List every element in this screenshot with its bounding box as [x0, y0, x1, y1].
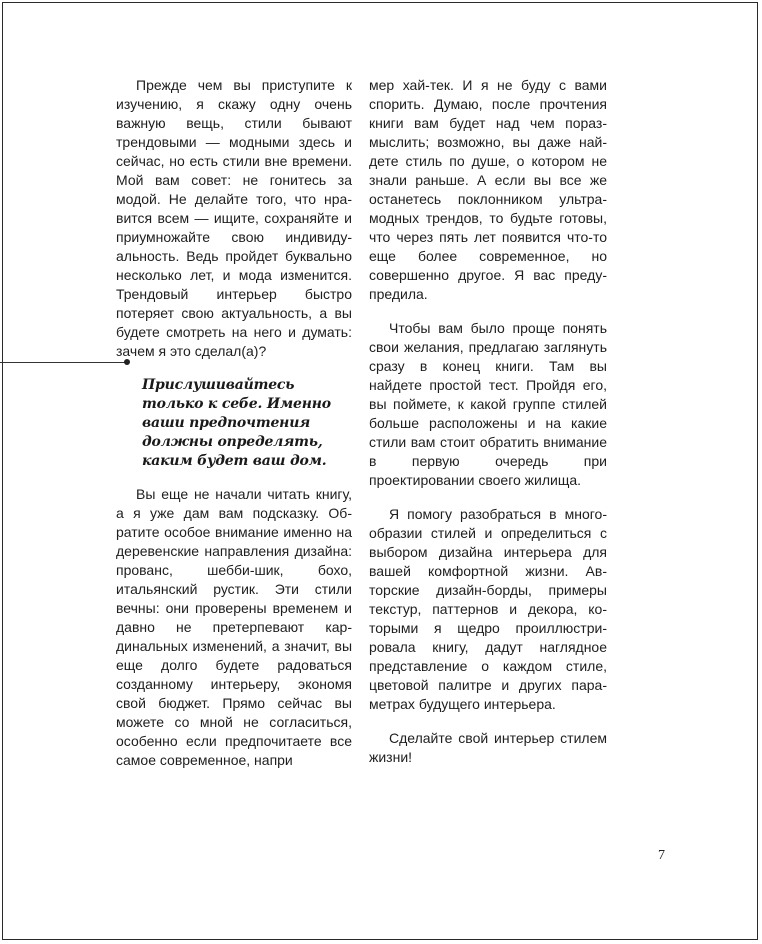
left-paragraph-1: Прежде чем вы приступите к изучению, я скажу одну очень важную вещь, стили бывают трендовыми — модными здесь и сейчас, но есть стили вне времени. Мой вам совет: не гонитесь за модой. Не делайте того, что нравится всем — ищите, сохраняйте и приумножайте свою индивидуальность. Ведь пройдет буквально несколько лет, и мода изменится. Трендовый интерьер быстро потеряет свою актуальность, а вы будете смотреть на него и думать: зачем я это сделал(а)? [116, 77, 352, 359]
left-text-column [116, 76, 352, 785]
left-paragraph-2: Вы еще не начали читать книгу, а я уже дам вам подсказку. Обратите особое внимание именно на деревенские направления дизайна: прованс, шебби-шик, бохо, итальянский рустик. Эти стили вечны: они проверены временем и давно не претерпевают кардинальных изменений, а значит, вы еще долго будете радоваться созданному интерьеру, экономя свой бюджет. Прямо сейчас вы можете со мной не согласиться, особенно если предпочитаете все самое современное, напри [116, 486, 352, 768]
right-paragraph-2: Чтобы вам было проще понять свои желания, предлагаю заглянуть сразу в конец книги. Там вы найдете простой тест. Пройдя его, вы поймете, к какой группе стилей больше расположены и на какие стили вам стоит обратить внимание в первую очередь при проектировании своего жилища. [369, 320, 607, 488]
pullquote-leader-line [0, 362, 126, 363]
page-number: 7 [658, 848, 665, 863]
right-paragraph-1-continued: мер хай-тек. И я не буду с вами спорить. Думаю, после прочтения книги вам будет над чем поразмыслить; возможно, вы даже найдете стиль по душе, о котором не знали раньше. А если вы все же останетесь поклонником ультрамодных трендов, то будьте готовы, что через пять лет появится что-то еще более современное, но совершенно другое. Я вас предупредила. [369, 77, 607, 302]
pullquote: Прислушивайтесь только к себе. Именно ваши предпочтения должны определять, каким будет ваш дом. [142, 377, 331, 469]
right-paragraph-4: Сделайте свой интерьер стилем жизни! [369, 730, 607, 765]
right-paragraph-3: Я помогу разобраться в многообразии стилей и определиться с выбором дизайна интерьера для вашей комфортной жизни. Авторские дизайн-борды, примеры текстур, паттернов и декора, которыми я щедро проиллюстрировала книгу, дадут наглядное представление о каждом стиле, цветовой палитре и других параметрах будущего интерьера. [369, 506, 607, 712]
right-text-column [369, 76, 607, 782]
